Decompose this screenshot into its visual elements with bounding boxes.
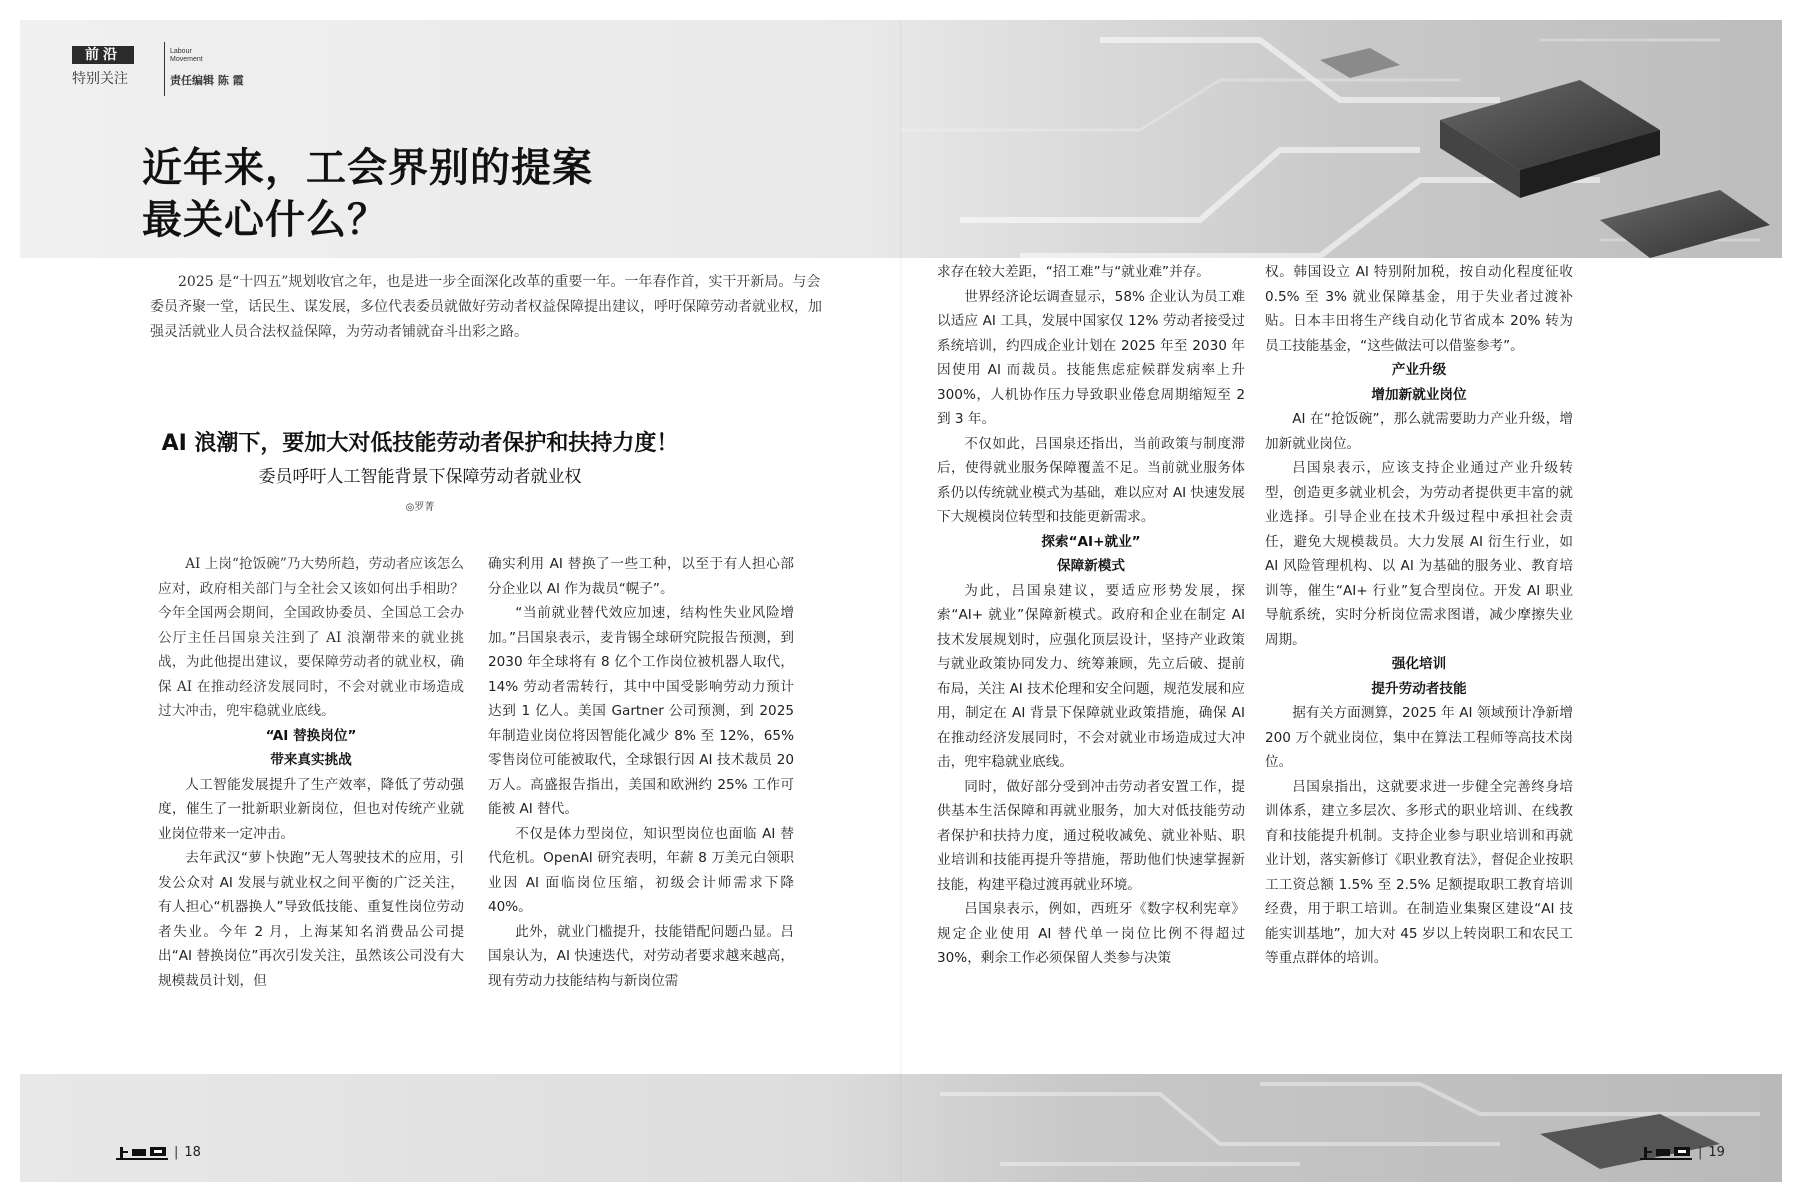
paragraph: 吕国泉指出，这就要求进一步健全完善终身培训体系，建立多层次、多形式的职业培训、在线教育和技能提升机制。支持企业参与职业培训和再就业计划，落实新修订《职业教育法》，督促企业按职工工资总额 1.5% 至 2.5% 足额提取职工教育培训经费，用于职工培训。在制造业集聚区建设“AI 技能实训基地”，加大对 45 岁以上转岗职工和农民工等重点群体的培训。 bbox=[1265, 778, 1573, 966]
paragraph: 此外，就业门槛提升，技能错配问题凸显。吕国泉认为，AI 快速迭代，对劳动者要求越来越高，现有劳动力技能结构与新岗位需 bbox=[488, 923, 794, 989]
magazine-spread bbox=[20, 20, 1782, 1182]
magazine-logo bbox=[116, 1145, 168, 1160]
paragraph: 不仅如此，吕国泉还指出，当前政策与制度滞后，使得就业服务保障覆盖不足。当前就业服务体系仍以传统就业模式为基础，难以应对 AI 快速发展下大规模岗位转型和技能更新需求。 bbox=[937, 435, 1245, 525]
section-badge: 前沿 bbox=[72, 46, 134, 64]
text-column-1 bbox=[158, 552, 464, 993]
page-number-right: | 19 bbox=[1640, 1145, 1725, 1160]
paragraph: 确实利用 AI 替换了一些工种，以至于有人担心部分企业以 AI 作为裁员“幌子”。 bbox=[488, 556, 794, 597]
text-column-3 bbox=[937, 260, 1245, 971]
subheading: 强化培训 bbox=[1391, 656, 1447, 672]
subheading: “AI 替换岗位” bbox=[265, 727, 357, 744]
paragraph: 求存在较大差距，“招工难”与“就业难”并存。 bbox=[937, 264, 1210, 280]
article-byline: ◎罗菁 bbox=[405, 502, 435, 513]
paragraph: 去年武汉“萝卜快跑”无人驾驶技术的应用，引发公众对 AI 发展与就业权之间平衡的广泛关注，有人担心“机器换人”导致低技能、重复性岗位劳动者失业。今年 2 月，上海某知名消费品公司提出“AI 替换岗位”再次引发关注，虽然该公司没有大规模裁员计划，但 bbox=[158, 850, 464, 989]
paragraph: AI 上岗“抢饭碗”乃大势所趋，劳动者应该怎么应对，政府相关部门与全社会又该如何出手相助？今年全国两会期间，全国政协委员、全国总工会办公厅主任吕国泉关注到了 AI 浪潮带来的就业挑战，为此他提出建议，要保障劳动者的就业权，确保 AI 在推动经济发展同时，不会对就业市场造成过大冲击，兜牢稳就业底线。 bbox=[158, 556, 464, 719]
feature-lede: 2025 是“十四五”规划收官之年，也是进一步全面深化改革的重要一年。一年春作首，实干开新局。与会委员齐聚一堂，话民生、谋发展，多位代表委员就做好劳动者权益保障提出建议，呼吁保障劳动者就业权，加强灵活就业人员合法权益保障，为劳动者铺就奋斗出彩之路。 bbox=[150, 274, 822, 340]
subheading: 产业升级 bbox=[1391, 362, 1447, 378]
text-column-4 bbox=[1265, 260, 1573, 971]
paragraph: 吕国泉表示，应该支持企业通过产业升级转型，创造更多就业机会，为劳动者提供更丰富的就业选择。引导企业在技术升级过程中承担社会责任，避免大规模裁员。大力发展 AI 衍生行业，如 AI 风险管理机构、以 AI 为基础的服务业、教育培训等，催生“AI+ 行业”复合型岗位。开发 AI 职业导航系统，实时分析岗位需求图谱，减少摩擦失业周期。 bbox=[1265, 460, 1573, 648]
editor-credit: 责任编辑 陈 霞 bbox=[170, 74, 244, 87]
paragraph: 据有关方面测算，2025 年 AI 领域预计净新增 200 万个就业岗位，集中在算法工程师等高技术岗位。 bbox=[1265, 705, 1573, 770]
subheading: 增加新就业岗位 bbox=[1371, 386, 1467, 403]
subheading: 探索“AI+就业” bbox=[1041, 533, 1141, 550]
subheading: 保障新模式 bbox=[1057, 558, 1125, 574]
subheading: 提升劳动者技能 bbox=[1371, 680, 1467, 697]
section-name: 特别关注 bbox=[72, 71, 128, 87]
paragraph: “当前就业替代效应加速，结构性失业风险增加。”吕国泉表示，麦肯锡全球研究院报告预测，到 2030 年全球将有 8 亿个工作岗位被机器人取代，14% 劳动者需转行，其中中国受影响劳动力预计达到 1 亿人。美国 Gartner 公司预测，到 2025 年制造业岗位将因智能化减少 8% 至 12%，65% 零售岗位可能被取代，全球银行因 AI 技术裁员 20 万人。高盛报告指出，美国和欧洲约 25% 工作可能被 AI 替代。 bbox=[488, 605, 794, 817]
feature-title: 近年来，工会界别的提案 最关心什么？ bbox=[142, 145, 593, 243]
section-english: Labour Movement bbox=[170, 48, 203, 63]
paragraph: 人工智能发展提升了生产效率，降低了劳动强度，催生了一批新职业新岗位，但也对传统产业就业岗位带来一定冲击。 bbox=[158, 776, 464, 842]
text-column-2 bbox=[488, 552, 794, 993]
header-divider bbox=[164, 42, 165, 96]
magazine-logo bbox=[1640, 1145, 1692, 1160]
paragraph: 不仅是体力型岗位，知识型岗位也面临 AI 替代危机。OpenAI 研究表明，年薪 8 万美元白领职业因 AI 面临岗位压缩，初级会计师需求下降 40%。 bbox=[488, 825, 794, 915]
paragraph: 吕国泉表示，例如，西班牙《数字权利宪章》规定企业使用 AI 替代单一岗位比例不得超过 30%，剩余工作必须保留人类参与决策 bbox=[937, 901, 1245, 966]
article-subtitle: 委员呼吁人工智能背景下保障劳动者就业权 bbox=[258, 467, 582, 487]
paragraph: 权。韩国设立 AI 特别附加税，按自动化程度征收 0.5% 至 3% 就业保障基金，用于失业者过渡补贴。日本丰田将生产线自动化节省成本 20% 转为员工技能基金，“这些做法可以借鉴参考”。 bbox=[1265, 264, 1573, 354]
page-gutter bbox=[900, 20, 902, 1182]
paragraph: 为此，吕国泉建议，要适应形势发展，探索“AI+ 就业”保障新模式。政府和企业在制定 AI 技术发展规划时，应强化顶层设计，坚持产业政策与就业政策协同发力、统筹兼顾，先立后破、提前布局，关注 AI 技术伦理和安全问题，规范发展和应用，制定在 AI 背景下保障就业政策措施，确保 AI 在推动经济发展同时，不会对就业市场造成过大冲击，兜牢稳就业底线。 bbox=[937, 582, 1245, 770]
page-number: 18 bbox=[184, 1145, 201, 1160]
paragraph: 同时，做好部分受到冲击劳动者安置工作，提供基本生活保障和再就业服务，加大对低技能劳动者保护和扶持力度，通过税收减免、就业补贴、职业培训和技能再提升等措施，帮助他们快速掌握新技能，构建平稳过渡再就业环境。 bbox=[937, 778, 1245, 893]
subheading: 带来真实挑战 bbox=[270, 752, 352, 768]
page-number: 19 bbox=[1708, 1145, 1725, 1160]
article-title: AI 浪潮下，要加大对低技能劳动者保护和扶持力度！ bbox=[161, 431, 679, 456]
circuit-board-image bbox=[900, 20, 1782, 258]
paragraph: AI 在“抢饭碗”，那么就需要助力产业升级，增加新就业岗位。 bbox=[1265, 411, 1573, 452]
page-number-left: | 18 bbox=[116, 1145, 201, 1160]
footer-circuit-image bbox=[900, 1074, 1782, 1182]
paragraph: 世界经济论坛调查显示，58% 企业认为员工难以适应 AI 工具，发展中国家仅 12% 劳动者接受过系统培训，约四成企业计划在 2025 年至 2030 年因使用 AI 而裁员。技能焦虑症候群发病率上升 300%，人机协作压力导致职业倦怠周期缩短至 2 到 3 年。 bbox=[937, 288, 1245, 427]
